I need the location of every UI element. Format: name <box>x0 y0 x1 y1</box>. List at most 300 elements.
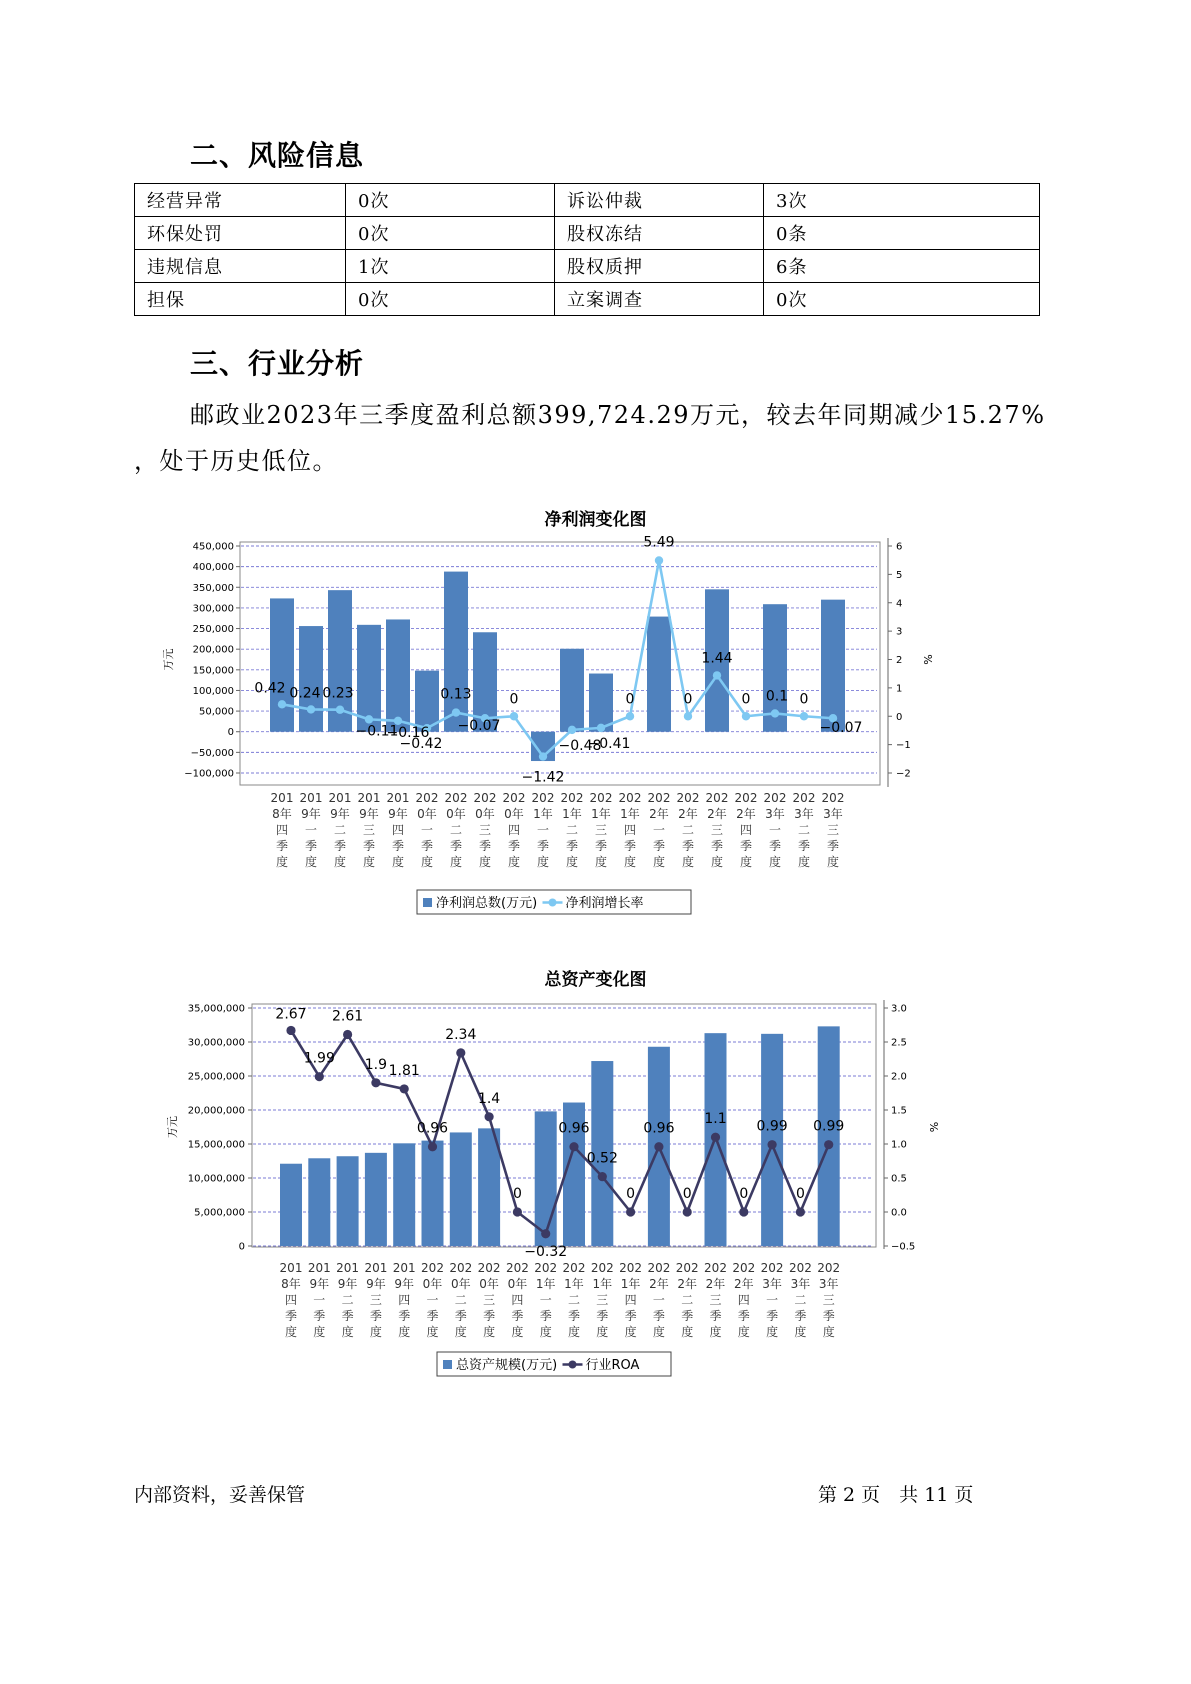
legend-bar-swatch <box>443 1360 452 1369</box>
category-label: 二 <box>454 1293 467 1307</box>
category-label: 季 <box>624 1309 637 1323</box>
line-point <box>452 708 460 716</box>
industry-paragraph-line-2: ，处于历史低位。 <box>134 447 338 475</box>
line-point <box>742 712 750 720</box>
category-label: 202 <box>415 791 439 805</box>
data-label: 0 <box>795 1186 805 1202</box>
data-label: −0.41 <box>587 735 631 752</box>
bar <box>299 626 323 732</box>
right-axis-tick-label: 1 <box>896 683 903 695</box>
category-label: 202 <box>704 1261 727 1275</box>
category-label: 一 <box>536 823 550 837</box>
line-point <box>684 712 692 720</box>
category-label: 季 <box>483 1309 496 1323</box>
line-point <box>336 706 344 714</box>
category-label: 2年 <box>649 807 669 821</box>
category-label: 度 <box>304 855 318 869</box>
bar <box>450 1132 472 1246</box>
category-label: 季 <box>362 839 376 853</box>
category-label: 度 <box>652 855 666 869</box>
right-axis-tick-label: −0.5 <box>891 1241 916 1253</box>
category-label: 度 <box>797 855 811 869</box>
data-label: 1.44 <box>701 650 733 667</box>
category-label: 202 <box>763 791 787 805</box>
category-label: 季 <box>739 839 753 853</box>
category-label: 0年 <box>450 1277 471 1291</box>
category-label: 一 <box>420 823 434 837</box>
category-label: 201 <box>336 1261 360 1275</box>
category-label: 季 <box>826 839 840 853</box>
category-label: 三 <box>710 823 724 837</box>
line-point <box>510 712 518 720</box>
data-label: 0.52 <box>586 1150 618 1167</box>
category-label: 202 <box>817 1261 841 1275</box>
category-label: 度 <box>623 855 637 869</box>
category-label: 1年 <box>535 1277 556 1291</box>
data-label: −0.07 <box>819 720 863 737</box>
right-axis-tick-label: 2 <box>896 655 903 666</box>
category-label: 202 <box>531 791 555 805</box>
bar <box>560 649 584 732</box>
table-cell: 0条 <box>764 217 1040 250</box>
table-cell: 1次 <box>346 250 555 283</box>
category-label: 一 <box>766 1293 779 1307</box>
category-label: 季 <box>652 839 666 853</box>
category-label: 季 <box>369 1309 382 1323</box>
data-label: 2.34 <box>445 1026 477 1043</box>
category-label: 二 <box>333 823 347 837</box>
category-label: 度 <box>369 1325 382 1339</box>
category-label: 0年 <box>417 807 437 821</box>
right-axis-tick-label: 4 <box>896 598 903 610</box>
left-axis-tick-label: 100,000 <box>192 685 234 697</box>
bar <box>589 674 613 732</box>
left-axis-tick-label: 50,000 <box>199 706 234 718</box>
right-axis-tick-label: −1 <box>896 740 911 752</box>
right-axis-tick-label: 6 <box>896 541 903 553</box>
category-label: 202 <box>421 1261 444 1275</box>
data-label: −1.42 <box>521 769 565 786</box>
category-label: 四 <box>739 823 753 837</box>
category-label: 季 <box>565 839 579 853</box>
table-cell: 违规信息 <box>135 250 346 283</box>
table-cell: 0次 <box>346 217 555 250</box>
category-label: 1年 <box>533 807 553 821</box>
category-label: 201 <box>386 791 410 805</box>
category-label: 201 <box>299 791 323 805</box>
category-label: 度 <box>739 855 753 869</box>
category-label: 季 <box>709 1309 722 1323</box>
right-axis-tick-label: 2.0 <box>891 1071 907 1083</box>
line-point <box>307 705 315 713</box>
left-axis-tick-label: 350,000 <box>192 582 234 594</box>
category-label: 度 <box>420 855 434 869</box>
left-axis-label: 万元 <box>162 648 175 671</box>
table-cell: 0次 <box>346 184 555 217</box>
category-label: 四 <box>511 1293 524 1307</box>
category-label: 四 <box>275 823 289 837</box>
category-label: 3年 <box>790 1277 811 1291</box>
category-label: 季 <box>794 1309 807 1323</box>
right-axis-tick-label: 2.5 <box>891 1037 907 1049</box>
category-label: 三 <box>478 823 492 837</box>
category-label: 202 <box>560 791 584 805</box>
table-cell: 环保处罚 <box>135 217 346 250</box>
data-label: 0.96 <box>643 1120 675 1137</box>
category-label: 201 <box>357 791 381 805</box>
category-label: 季 <box>511 1309 524 1323</box>
category-label: 2年 <box>736 807 756 821</box>
footer-page-number: 第 2 页 共 11 页 <box>818 1484 974 1506</box>
table-cell: 股权冻结 <box>555 217 764 250</box>
category-label: 四 <box>398 1293 411 1307</box>
data-label: 0 <box>682 1186 692 1202</box>
category-label: 四 <box>391 823 405 837</box>
category-label: 度 <box>567 1325 581 1339</box>
data-label: −0.42 <box>399 736 443 753</box>
data-label: −0.11 <box>355 723 399 740</box>
line-point <box>771 709 779 717</box>
category-label: 202 <box>618 791 642 805</box>
category-label: 度 <box>454 1325 467 1339</box>
category-label: 8年 <box>281 1277 301 1291</box>
legend-label: 行业ROA <box>585 1358 640 1373</box>
table-cell: 0次 <box>346 283 555 316</box>
category-label: 二 <box>681 823 695 837</box>
category-label: 202 <box>444 791 468 805</box>
category-label: 二 <box>341 1293 354 1307</box>
data-label: −0.32 <box>524 1243 568 1260</box>
category-label: 季 <box>313 1309 326 1323</box>
line-point <box>541 1229 550 1238</box>
data-label: 2.67 <box>275 1006 307 1023</box>
category-label: 201 <box>307 1261 331 1275</box>
category-label: 季 <box>710 839 724 853</box>
right-axis-tick-label: 1.5 <box>891 1105 907 1117</box>
data-label: 1.9 <box>364 1056 388 1073</box>
bar <box>761 1034 783 1246</box>
line-point <box>315 1072 324 1081</box>
category-label: 度 <box>710 855 724 869</box>
category-label: 季 <box>822 1309 835 1323</box>
category-label: 一 <box>426 1293 439 1307</box>
line-point <box>513 1207 522 1216</box>
bar <box>821 600 845 732</box>
category-label: 度 <box>333 855 347 869</box>
category-label: 202 <box>792 791 816 805</box>
data-label: 0 <box>739 1186 749 1202</box>
line-point <box>343 1030 352 1039</box>
category-label: 3年 <box>794 807 814 821</box>
left-axis-tick-label: 0 <box>227 727 234 739</box>
category-label: 度 <box>565 855 579 869</box>
data-label: 0.99 <box>813 1118 845 1135</box>
left-axis-tick-label: 25,000,000 <box>187 1071 245 1083</box>
category-label: 1年 <box>591 807 611 821</box>
table-cell: 3次 <box>764 184 1040 217</box>
category-label: 202 <box>505 1261 529 1275</box>
category-label: 一 <box>313 1293 326 1307</box>
category-label: 一 <box>304 823 318 837</box>
category-label: 202 <box>788 1261 812 1275</box>
table-row <box>135 250 1040 283</box>
category-label: 季 <box>594 839 608 853</box>
category-label: 三 <box>596 1293 609 1307</box>
legend-label: 净利润总数(万元) <box>436 896 538 911</box>
right-axis-tick-label: 0.0 <box>891 1207 907 1219</box>
line-point <box>654 1142 663 1151</box>
category-label: 三 <box>369 1293 382 1307</box>
category-label: 季 <box>737 1309 750 1323</box>
line-point <box>626 712 634 720</box>
category-label: 度 <box>594 855 608 869</box>
table-cell: 诉讼仲裁 <box>555 184 764 217</box>
category-label: 9年 <box>388 807 408 821</box>
category-label: 度 <box>391 855 405 869</box>
category-label: 二 <box>567 1293 581 1307</box>
left-axis-tick-label: 30,000,000 <box>187 1037 245 1049</box>
right-axis-tick-label: 0 <box>896 711 903 723</box>
category-label: 度 <box>596 1325 609 1339</box>
category-label: 季 <box>478 839 492 853</box>
right-axis-label: % <box>921 654 934 665</box>
right-axis-tick-label: −2 <box>896 768 911 780</box>
category-label: 202 <box>821 791 845 805</box>
category-label: 0年 <box>504 807 524 821</box>
category-label: 202 <box>449 1261 473 1275</box>
category-label: 202 <box>675 1261 699 1275</box>
table-cell: 股权质押 <box>555 250 764 283</box>
line-point <box>597 724 605 732</box>
left-axis-tick-label: 250,000 <box>192 624 234 636</box>
category-label: 9年 <box>366 1277 386 1291</box>
left-axis-tick-label: 35,000,000 <box>187 1003 245 1015</box>
category-label: 202 <box>734 791 758 805</box>
bar <box>393 1143 415 1246</box>
total-assets-chart <box>0 992 1191 1392</box>
category-label: 二 <box>794 1293 807 1307</box>
line-point <box>456 1048 465 1057</box>
category-label: 度 <box>483 1325 496 1339</box>
category-label: 0年 <box>475 807 495 821</box>
category-label: 202 <box>705 791 729 805</box>
line-point <box>683 1207 692 1216</box>
category-label: 202 <box>534 1261 558 1275</box>
category-label: 度 <box>766 1325 779 1339</box>
category-label: 四 <box>624 1293 637 1307</box>
table-cell: 6条 <box>764 250 1040 283</box>
line-point <box>800 712 808 720</box>
category-label: 季 <box>539 1309 552 1323</box>
table-cell: 立案调查 <box>555 283 764 316</box>
table-cell: 经营异常 <box>135 184 346 217</box>
category-label: 度 <box>284 1325 298 1339</box>
bar <box>386 619 410 731</box>
line-point <box>626 1207 635 1216</box>
table-row <box>135 217 1040 250</box>
category-label: 一 <box>652 1293 665 1307</box>
category-label: 季 <box>536 839 550 853</box>
category-label: 201 <box>328 791 352 805</box>
line-point <box>796 1207 805 1216</box>
data-label: 5.49 <box>643 534 675 551</box>
table-row <box>135 184 1040 217</box>
bar <box>365 1153 387 1246</box>
category-label: 季 <box>284 1309 298 1323</box>
category-label: 202 <box>589 791 613 805</box>
category-label: 度 <box>449 855 463 869</box>
line-point <box>569 1142 578 1151</box>
category-label: 2年 <box>733 1277 754 1291</box>
category-label: 三 <box>362 823 376 837</box>
line-point <box>365 715 373 723</box>
data-label: 0 <box>625 691 635 708</box>
right-axis-tick-label: 0.5 <box>891 1173 907 1185</box>
category-label: 2年 <box>678 807 698 821</box>
category-label: 9年 <box>394 1277 415 1291</box>
category-label: 度 <box>341 1325 354 1339</box>
left-axis-label: 万元 <box>166 1116 179 1138</box>
data-label: 0 <box>799 691 809 708</box>
category-label: 度 <box>826 855 840 869</box>
category-label: 1年 <box>620 807 640 821</box>
left-axis-tick-label: 450,000 <box>192 541 234 553</box>
left-axis-tick-label: 15,000,000 <box>187 1139 245 1151</box>
data-label: 0.24 <box>289 685 321 702</box>
data-label: 0.1 <box>765 688 789 705</box>
category-label: 季 <box>652 1309 665 1323</box>
data-label: 0 <box>741 691 751 708</box>
category-label: 季 <box>454 1309 467 1323</box>
data-label: 0.96 <box>416 1120 449 1137</box>
category-label: 9年 <box>337 1277 358 1291</box>
data-label: 1.4 <box>477 1090 501 1107</box>
category-label: 度 <box>313 1325 326 1339</box>
left-axis-tick-label: −100,000 <box>184 768 234 780</box>
category-label: 季 <box>398 1309 411 1323</box>
line-point <box>286 1026 295 1035</box>
category-label: 度 <box>709 1325 722 1339</box>
legend-bar-swatch <box>423 898 432 907</box>
table-cell: 0次 <box>764 283 1040 316</box>
category-label: 四 <box>507 823 521 837</box>
chart-title-total-assets: 总资产变化图 <box>544 970 647 990</box>
category-label: 202 <box>676 791 700 805</box>
category-label: 0年 <box>422 1277 443 1291</box>
category-label: 1年 <box>562 807 582 821</box>
category-label: 201 <box>364 1261 388 1275</box>
data-label: −0.48 <box>558 737 602 754</box>
category-label: 202 <box>619 1261 643 1275</box>
line-point <box>371 1078 380 1087</box>
right-axis-tick-label: 1.0 <box>891 1139 907 1151</box>
category-label: 季 <box>567 1309 581 1323</box>
category-label: 1年 <box>620 1277 641 1291</box>
category-label: 度 <box>511 1325 524 1339</box>
chart-title-net-profit: 净利润变化图 <box>544 510 647 530</box>
category-label: 2年 <box>707 807 727 821</box>
category-label: 季 <box>596 1309 609 1323</box>
bar <box>422 1141 444 1246</box>
industry-paragraph-line-1: 邮政业2023年三季度盈利总额399,724.29万元，较去年同期减少15.27% <box>190 401 1046 429</box>
category-label: 度 <box>768 855 782 869</box>
line-point <box>278 700 286 708</box>
category-label: 度 <box>822 1325 835 1339</box>
category-label: 三 <box>822 1293 835 1307</box>
category-label: 季 <box>420 839 434 853</box>
category-label: 202 <box>647 791 671 805</box>
category-label: 季 <box>681 839 695 853</box>
data-label: 0 <box>626 1186 636 1202</box>
left-axis-tick-label: −50,000 <box>190 747 234 759</box>
category-label: 季 <box>333 839 347 853</box>
data-label: 0 <box>509 691 519 708</box>
line-point <box>400 1084 409 1093</box>
category-label: 1年 <box>592 1277 613 1291</box>
data-label: 0 <box>512 1186 522 1202</box>
category-label: 三 <box>826 823 840 837</box>
category-label: 202 <box>562 1261 586 1275</box>
category-label: 一 <box>652 823 666 837</box>
left-axis-tick-label: 0 <box>238 1241 245 1253</box>
risk-section-title: 二、风险信息 <box>190 139 365 172</box>
category-label: 度 <box>624 1325 637 1339</box>
category-label: 9年 <box>301 807 321 821</box>
legend-label: 净利润增长率 <box>565 896 644 911</box>
left-axis-tick-label: 20,000,000 <box>187 1105 245 1117</box>
bar <box>535 1111 557 1246</box>
category-label: 度 <box>652 1325 665 1339</box>
category-label: 度 <box>426 1325 439 1339</box>
category-label: 度 <box>539 1325 552 1339</box>
data-label: 0.42 <box>254 680 286 697</box>
category-label: 202 <box>473 791 497 805</box>
category-label: 202 <box>590 1261 614 1275</box>
line-point <box>568 726 576 734</box>
category-label: 二 <box>565 823 579 837</box>
category-label: 度 <box>507 855 521 869</box>
table-row <box>135 283 1040 316</box>
bar <box>280 1164 302 1246</box>
category-label: 一 <box>768 823 782 837</box>
bar <box>444 572 468 732</box>
legend-line-marker <box>549 899 557 907</box>
data-label: 0.99 <box>756 1118 788 1135</box>
category-label: 202 <box>477 1261 501 1275</box>
legend-line-marker <box>569 1361 577 1369</box>
category-label: 季 <box>623 839 637 853</box>
category-label: 202 <box>760 1261 784 1275</box>
category-label: 季 <box>766 1309 779 1323</box>
right-axis-label: % <box>927 1121 940 1133</box>
bar <box>337 1156 359 1246</box>
net-profit-chart <box>0 530 1191 990</box>
data-label: −0.16 <box>386 724 430 741</box>
category-label: 季 <box>449 839 463 853</box>
bar <box>308 1158 330 1246</box>
line-point <box>598 1172 607 1181</box>
category-label: 9年 <box>359 807 379 821</box>
line-point <box>824 1140 833 1149</box>
line-point <box>713 671 721 679</box>
line-point <box>428 1142 437 1151</box>
category-label: 度 <box>681 855 695 869</box>
footer-left: 内部资料，妥善保管 <box>134 1484 306 1506</box>
line-point <box>655 556 663 564</box>
line-point <box>768 1140 777 1149</box>
category-label: 202 <box>732 1261 756 1275</box>
data-label: −0.07 <box>457 718 501 735</box>
